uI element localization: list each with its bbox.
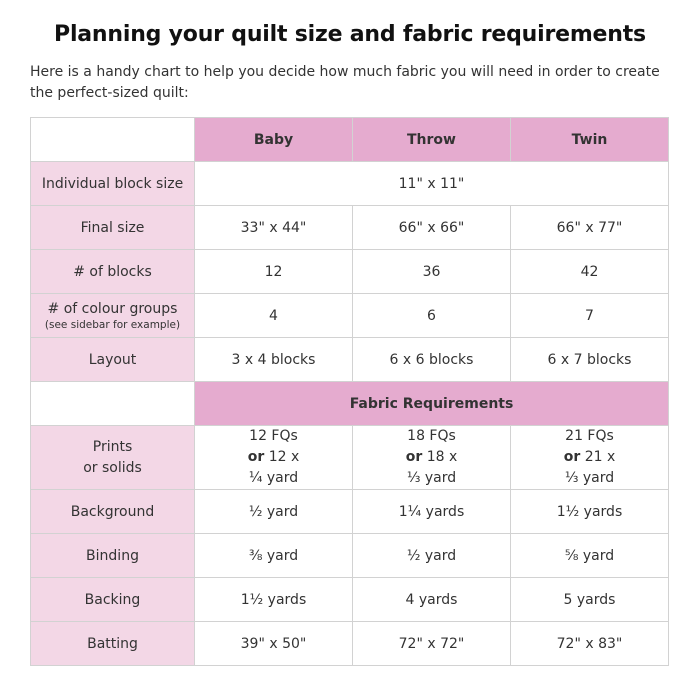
prints-twin-line2-text: 21 x	[580, 449, 616, 465]
fabric-requirements-header: Fabric Requirements	[195, 382, 669, 426]
table-cell	[353, 426, 511, 490]
column-header-baby: Baby	[195, 118, 353, 162]
table-row	[31, 426, 669, 490]
prints-label-line2: or solids	[83, 459, 142, 476]
colour-groups-label: # of colour groups	[47, 300, 178, 317]
table-cell: 1½ yards	[195, 578, 353, 622]
table-cell: 39" x 50"	[195, 622, 353, 666]
table-cell: 1¼ yards	[353, 490, 511, 534]
or-word: or	[405, 449, 423, 465]
table-cell: 36	[353, 250, 511, 294]
row-label-backing: Backing	[31, 578, 195, 622]
row-label-prints	[31, 426, 195, 490]
prints-baby-line2	[195, 447, 352, 468]
table-cell: ½ yard	[195, 490, 353, 534]
column-header-twin: Twin	[511, 118, 669, 162]
table-cell: 72" x 72"	[353, 622, 511, 666]
blank-cell	[31, 382, 195, 426]
prints-throw-line2	[353, 447, 510, 468]
corner-cell	[31, 118, 195, 162]
prints-label-line1: Prints	[92, 438, 133, 455]
prints-twin-line1: 21 FQs	[565, 428, 614, 444]
or-word: or	[247, 449, 265, 465]
table-row	[31, 578, 669, 622]
page-title: Planning your quilt size and fabric requirements	[54, 22, 646, 47]
table-row	[31, 338, 669, 382]
row-label-background: Background	[31, 490, 195, 534]
table-cell: 7	[511, 294, 669, 338]
table-cell: 4	[195, 294, 353, 338]
table-cell: ⅝ yard	[511, 534, 669, 578]
table-row	[31, 250, 669, 294]
table-cell: 3 x 4 blocks	[195, 338, 353, 382]
row-label-final-size: Final size	[31, 206, 195, 250]
table-cell: 66" x 77"	[511, 206, 669, 250]
table-cell: 1½ yards	[511, 490, 669, 534]
colour-groups-sublabel: (see sidebar for example)	[44, 318, 181, 331]
row-label-layout: Layout	[31, 338, 195, 382]
table-row	[31, 206, 669, 250]
table-row	[31, 534, 669, 578]
row-label-block-size: Individual block size	[31, 162, 195, 206]
prints-baby-line3: ¼ yard	[248, 470, 299, 486]
prints-baby-line1: 12 FQs	[249, 428, 298, 444]
table-cell: 4 yards	[353, 578, 511, 622]
row-label-blocks: # of blocks	[31, 250, 195, 294]
header-row	[31, 118, 669, 162]
prints-throw-line2-text: 18 x	[422, 449, 458, 465]
table-row	[31, 294, 669, 338]
table-cell: ½ yard	[353, 534, 511, 578]
table-cell: ⅜ yard	[195, 534, 353, 578]
fabric-header-row	[31, 382, 669, 426]
table-cell: 66" x 66"	[353, 206, 511, 250]
table-cell	[511, 426, 669, 490]
column-header-throw: Throw	[353, 118, 511, 162]
or-word: or	[563, 449, 581, 465]
row-label-binding: Binding	[31, 534, 195, 578]
intro-text: Here is a handy chart to help you decide how much fabric you will need in order to create the perfect-sized quilt:	[30, 64, 660, 101]
table-row	[31, 490, 669, 534]
row-label-batting: Batting	[31, 622, 195, 666]
table-cell: 12	[195, 250, 353, 294]
block-size-value: 11" x 11"	[195, 162, 669, 206]
row-label-colour-groups	[31, 294, 195, 338]
table-cell: 6 x 7 blocks	[511, 338, 669, 382]
table-cell: 42	[511, 250, 669, 294]
table-row	[31, 162, 669, 206]
prints-baby-line2-text: 12 x	[264, 449, 300, 465]
prints-twin-line2	[511, 447, 668, 468]
table-cell: 6 x 6 blocks	[353, 338, 511, 382]
prints-throw-line3: ⅓ yard	[406, 470, 457, 486]
prints-throw-line1: 18 FQs	[407, 428, 456, 444]
table-cell: 33" x 44"	[195, 206, 353, 250]
table-cell	[195, 426, 353, 490]
table-cell: 6	[353, 294, 511, 338]
table-cell: 5 yards	[511, 578, 669, 622]
table-row	[31, 622, 669, 666]
prints-twin-line3: ⅓ yard	[564, 470, 615, 486]
table-cell: 72" x 83"	[511, 622, 669, 666]
quilt-size-chart	[30, 117, 669, 666]
